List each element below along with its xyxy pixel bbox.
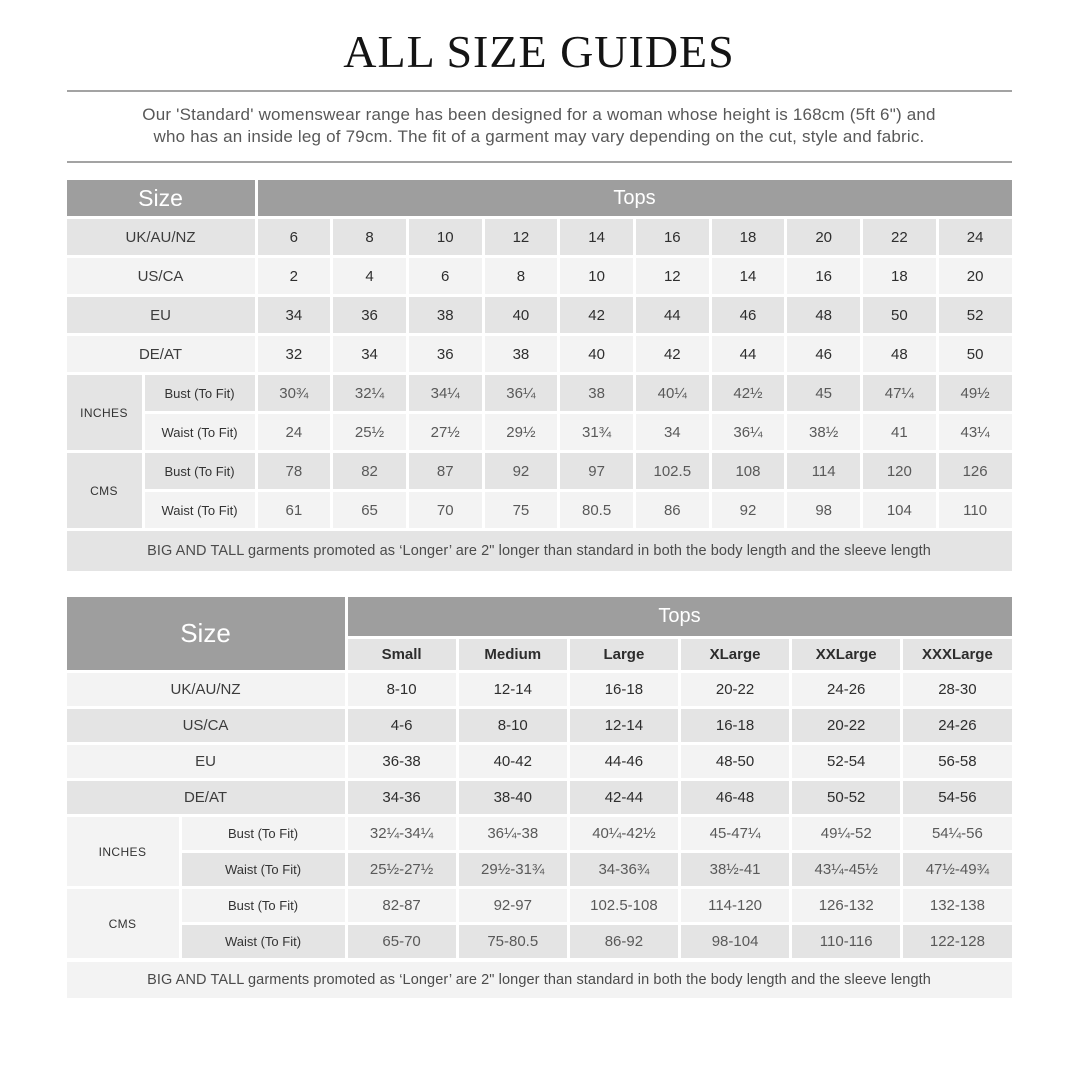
measure-value-cell: 31¾ [560, 414, 633, 450]
measure-value-cell: 42½ [712, 375, 785, 411]
measure-label: Bust (To Fit) [145, 375, 255, 411]
size-value-cell: 46-48 [681, 781, 789, 814]
size-value-cell: 20 [787, 219, 860, 255]
size-value-cell: 18 [863, 258, 936, 294]
size-value-cell: 36 [333, 297, 406, 333]
size-value-cell: 40 [560, 336, 633, 372]
measure-value-cell: 29½ [485, 414, 558, 450]
measure-value-cell: 86 [636, 492, 709, 528]
size-value-cell: 36 [409, 336, 482, 372]
measure-value-cell: 45 [787, 375, 860, 411]
measure-label: Bust (To Fit) [182, 889, 345, 922]
measure-value-cell: 32¼-34¼ [348, 817, 456, 850]
region-label: US/CA [67, 709, 345, 742]
measure-value-cell: 30¾ [258, 375, 331, 411]
measure-value-cell: 38½-41 [681, 853, 789, 886]
measure-value-cell: 82 [333, 453, 406, 489]
measure-value-cell: 98 [787, 492, 860, 528]
measure-value-cell: 49¼-52 [792, 817, 900, 850]
region-label: UK/AU/NZ [67, 219, 255, 255]
measure-value-cell: 54¼-56 [903, 817, 1011, 850]
size-header-cell: Size [67, 180, 255, 216]
size-value-cell: 16-18 [681, 709, 789, 742]
measure-value-cell: 114 [787, 453, 860, 489]
alpha-size-table-container [67, 594, 1012, 961]
measure-value-cell: 38 [560, 375, 633, 411]
size-value-cell: 10 [409, 219, 482, 255]
size-header-cell: Size [67, 597, 345, 670]
size-value-cell: 20-22 [681, 673, 789, 706]
measure-value-cell: 47¼ [863, 375, 936, 411]
measure-value-cell: 92-97 [459, 889, 567, 922]
measure-value-cell: 102.5 [636, 453, 709, 489]
size-value-cell: 6 [409, 258, 482, 294]
size-value-cell: 24-26 [792, 673, 900, 706]
measure-value-cell: 27½ [409, 414, 482, 450]
measure-value-cell: 32¼ [333, 375, 406, 411]
alpha-size-guide-section [67, 594, 1012, 998]
measure-value-cell: 25½-27½ [348, 853, 456, 886]
size-value-cell: 50 [939, 336, 1012, 372]
size-value-cell: 52-54 [792, 745, 900, 778]
measure-value-cell: 92 [712, 492, 785, 528]
page-title: ALL SIZE GUIDES [343, 26, 735, 77]
table-row [67, 453, 1012, 489]
size-value-cell: 40-42 [459, 745, 567, 778]
size-value-cell: 20 [939, 258, 1012, 294]
size-value-cell: 34 [333, 336, 406, 372]
size-value-cell: 42 [636, 336, 709, 372]
table-row [67, 492, 1012, 528]
table-row [67, 781, 1012, 814]
measure-label: Bust (To Fit) [182, 817, 345, 850]
size-value-cell: 20-22 [792, 709, 900, 742]
measure-value-cell: 75-80.5 [459, 925, 567, 958]
numeric-size-table [64, 177, 1015, 531]
measure-value-cell: 36¼ [712, 414, 785, 450]
size-value-cell: 8-10 [348, 673, 456, 706]
measure-label: Waist (To Fit) [182, 925, 345, 958]
size-value-cell: 34-36 [348, 781, 456, 814]
size-value-cell: 48-50 [681, 745, 789, 778]
region-label: EU [67, 745, 345, 778]
size-value-cell: 16 [636, 219, 709, 255]
numeric-size-table-container [67, 177, 1012, 531]
measure-value-cell: 82-87 [348, 889, 456, 922]
measure-value-cell: 87 [409, 453, 482, 489]
measure-value-cell: 36¼-38 [459, 817, 567, 850]
table-row [67, 817, 1012, 850]
divider-line [67, 161, 1012, 163]
size-value-cell: 52 [939, 297, 1012, 333]
measure-value-cell: 45-47¼ [681, 817, 789, 850]
intro-line-1: Our 'Standard' womenswear range has been designed for a woman whose height is 168cm (5ft 6") and [142, 105, 936, 124]
size-value-cell: 24-26 [903, 709, 1011, 742]
size-value-cell: 12 [485, 219, 558, 255]
size-value-cell: 54-56 [903, 781, 1011, 814]
region-label: UK/AU/NZ [67, 673, 345, 706]
measure-value-cell: 92 [485, 453, 558, 489]
table-row [67, 297, 1012, 333]
size-value-cell: 8-10 [459, 709, 567, 742]
region-label: EU [67, 297, 255, 333]
size-value-cell: 14 [560, 219, 633, 255]
table-row [67, 745, 1012, 778]
big-and-tall-footnote: BIG AND TALL garments promoted as ‘Longer’ are 2" longer than standard in both the body length and the sleeve length [67, 531, 1012, 571]
table-header-row [67, 597, 1012, 636]
size-column-header: Large [570, 639, 678, 670]
size-value-cell: 36-38 [348, 745, 456, 778]
measure-value-cell: 126-132 [792, 889, 900, 922]
size-value-cell: 34 [258, 297, 331, 333]
measure-value-cell: 98-104 [681, 925, 789, 958]
size-value-cell: 50 [863, 297, 936, 333]
measure-value-cell: 36¼ [485, 375, 558, 411]
size-value-cell: 16 [787, 258, 860, 294]
measure-value-cell: 49½ [939, 375, 1012, 411]
alpha-size-table [64, 594, 1015, 961]
measure-value-cell: 65 [333, 492, 406, 528]
measure-value-cell: 29½-31¾ [459, 853, 567, 886]
table-row [67, 853, 1012, 886]
unit-label: INCHES [67, 817, 179, 886]
size-column-header: XLarge [681, 639, 789, 670]
category-header-cell: Tops [258, 180, 1012, 216]
numeric-size-guide-section [67, 177, 1012, 571]
intro-text [67, 92, 1012, 161]
size-value-cell: 16-18 [570, 673, 678, 706]
size-value-cell: 44-46 [570, 745, 678, 778]
measure-value-cell: 61 [258, 492, 331, 528]
size-value-cell: 18 [712, 219, 785, 255]
table-row [67, 219, 1012, 255]
size-column-header: Small [348, 639, 456, 670]
size-value-cell: 8 [485, 258, 558, 294]
measure-value-cell: 122-128 [903, 925, 1011, 958]
size-value-cell: 6 [258, 219, 331, 255]
size-value-cell: 2 [258, 258, 331, 294]
measure-value-cell: 24 [258, 414, 331, 450]
measure-value-cell: 78 [258, 453, 331, 489]
table-row [67, 258, 1012, 294]
measure-value-cell: 25½ [333, 414, 406, 450]
size-value-cell: 46 [712, 297, 785, 333]
size-value-cell: 12 [636, 258, 709, 294]
size-column-header: XXLarge [792, 639, 900, 670]
measure-value-cell: 43¼-45½ [792, 853, 900, 886]
size-value-cell: 10 [560, 258, 633, 294]
size-value-cell: 32 [258, 336, 331, 372]
table-row [67, 414, 1012, 450]
size-value-cell: 42-44 [570, 781, 678, 814]
measure-value-cell: 108 [712, 453, 785, 489]
intro-line-2: who has an inside leg of 79cm. The fit of a garment may vary depending on the cut, style and fabric. [153, 127, 925, 146]
measure-value-cell: 104 [863, 492, 936, 528]
size-value-cell: 40 [485, 297, 558, 333]
size-value-cell: 50-52 [792, 781, 900, 814]
measure-value-cell: 40¼-42½ [570, 817, 678, 850]
size-value-cell: 28-30 [903, 673, 1011, 706]
size-column-header: XXXLarge [903, 639, 1011, 670]
table-row [67, 889, 1012, 922]
measure-label: Waist (To Fit) [145, 414, 255, 450]
size-value-cell: 4-6 [348, 709, 456, 742]
size-value-cell: 38 [409, 297, 482, 333]
measure-value-cell: 126 [939, 453, 1012, 489]
size-value-cell: 56-58 [903, 745, 1011, 778]
size-value-cell: 44 [636, 297, 709, 333]
measure-value-cell: 97 [560, 453, 633, 489]
region-label: US/CA [67, 258, 255, 294]
measure-value-cell: 34¼ [409, 375, 482, 411]
size-value-cell: 46 [787, 336, 860, 372]
measure-value-cell: 75 [485, 492, 558, 528]
measure-value-cell: 110-116 [792, 925, 900, 958]
measure-value-cell: 34-36¾ [570, 853, 678, 886]
size-value-cell: 12-14 [459, 673, 567, 706]
region-label: DE/AT [67, 336, 255, 372]
measure-label: Bust (To Fit) [145, 453, 255, 489]
measure-value-cell: 70 [409, 492, 482, 528]
size-value-cell: 4 [333, 258, 406, 294]
measure-value-cell: 34 [636, 414, 709, 450]
table-row [67, 336, 1012, 372]
table-row [67, 709, 1012, 742]
measure-value-cell: 65-70 [348, 925, 456, 958]
size-value-cell: 38-40 [459, 781, 567, 814]
measure-label: Waist (To Fit) [145, 492, 255, 528]
region-label: DE/AT [67, 781, 345, 814]
measure-value-cell: 102.5-108 [570, 889, 678, 922]
size-column-header: Medium [459, 639, 567, 670]
unit-label: CMS [67, 889, 179, 958]
size-value-cell: 12-14 [570, 709, 678, 742]
measure-value-cell: 132-138 [903, 889, 1011, 922]
measure-value-cell: 47½-49¾ [903, 853, 1011, 886]
size-value-cell: 14 [712, 258, 785, 294]
measure-value-cell: 86-92 [570, 925, 678, 958]
unit-label: CMS [67, 453, 142, 528]
unit-label: INCHES [67, 375, 142, 450]
content-area [67, 26, 1012, 998]
size-value-cell: 42 [560, 297, 633, 333]
measure-value-cell: 38½ [787, 414, 860, 450]
measure-value-cell: 80.5 [560, 492, 633, 528]
size-value-cell: 38 [485, 336, 558, 372]
measure-value-cell: 120 [863, 453, 936, 489]
size-value-cell: 8 [333, 219, 406, 255]
table-row [67, 375, 1012, 411]
size-value-cell: 44 [712, 336, 785, 372]
size-value-cell: 24 [939, 219, 1012, 255]
size-value-cell: 48 [863, 336, 936, 372]
size-value-cell: 48 [787, 297, 860, 333]
table-header-row [67, 180, 1012, 216]
size-value-cell: 22 [863, 219, 936, 255]
measure-value-cell: 40¼ [636, 375, 709, 411]
measure-value-cell: 41 [863, 414, 936, 450]
big-and-tall-footnote: BIG AND TALL garments promoted as ‘Longer’ are 2" longer than standard in both the body length and the sleeve length [67, 962, 1012, 998]
measure-value-cell: 110 [939, 492, 1012, 528]
table-row [67, 925, 1012, 958]
category-header-cell: Tops [348, 597, 1012, 636]
measure-label: Waist (To Fit) [182, 853, 345, 886]
measure-value-cell: 114-120 [681, 889, 789, 922]
measure-value-cell: 43¼ [939, 414, 1012, 450]
table-row [67, 673, 1012, 706]
